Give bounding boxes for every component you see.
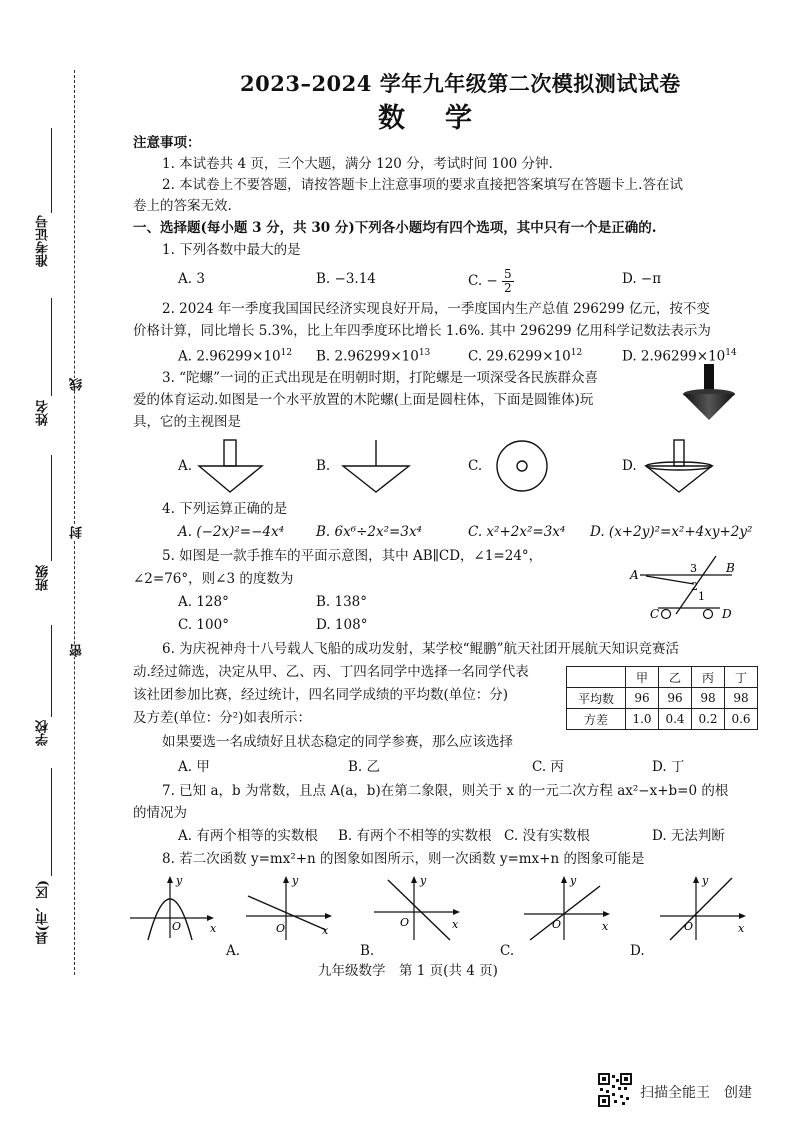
q5-label-a: A [630,568,639,582]
field-line-school [51,625,52,717]
q3-stem-1: 3. “陀螺”一词的正式出现是在明朝时期，打陀螺是一项深受各民族群众喜 [162,370,598,386]
field-label-class: 班级 [36,565,51,591]
axis-label-origin: O [400,916,410,929]
q1-option-d: D. −π [622,271,662,287]
qr-code-icon [598,1073,632,1107]
q1-stem: 1. 下列各数中最大的是 [162,242,301,258]
table-header-row [567,667,758,688]
q8-option-d-figure [656,872,752,942]
q1-option-c-sign: C. − [468,273,498,289]
field-line-class [51,455,52,561]
table-cell: 乙 [659,667,692,688]
q2-option-b: B. $2.96299\times 10^{13}$ [316,348,431,365]
axis-label-y: y [292,874,299,887]
q5-label-d: D [722,607,732,621]
q3-option-c-label: C. [468,458,483,474]
axis-label-x: x [210,922,217,935]
q5-cart-figure [628,552,738,624]
q8-parabola-figure [126,872,220,942]
q6-option-c: C. 丙 [532,759,564,775]
notice-item-2: 2. 本试卷上不要答题，请按答题卡上注意事项的要求直接把答案填写在答题卡上.答在试 [162,177,683,193]
q3-option-b-figure [340,438,412,494]
q8-option-a-label: A. [226,943,241,959]
axis-label-y: y [570,874,577,887]
axis-label-y: y [420,874,427,887]
spinning-top-figure [678,360,740,426]
binding-mark-line: 线 [70,378,85,391]
q8-option-b-label: B. [360,943,375,959]
section-heading: 一、选择题(每小题 3 分，共 30 分)下列各小题均有四个选项，其中只有一个是正确的. [133,220,657,236]
fraction-numerator: 5 [504,267,512,281]
table-cell: 方差 [567,709,626,730]
q3-option-d-label: D. [622,458,637,474]
q7-stem-2: 的情况为 [133,805,187,821]
q5-option-d: D. 108° [316,617,368,633]
q3-stem-3: 具，它的主视图是 [133,414,241,430]
q8-option-c-figure [520,872,616,942]
q8-option-c-label: C. [500,943,515,959]
q8-option-a-figure [242,872,338,942]
q8-option-b-figure [370,872,466,942]
q3-option-a-label: A. [178,458,193,474]
field-line-exam-number [51,128,52,213]
page-footer: 九年级数学 第 1 页(共 4 页) [318,963,498,979]
q6-option-a: A. 甲 [178,759,210,775]
q5-option-c: C. 100° [178,617,229,633]
field-line-name [51,298,52,396]
q3-option-c-figure [494,438,554,494]
q7-option-b: B. 有两个不相等的实数根 [338,828,492,844]
table-cell: 甲 [626,667,659,688]
q3-option-d-figure [642,438,716,494]
q4-option-b: B. 6x⁶÷2x²=3x⁴ [316,524,422,540]
q2-stem-1: 2. 2024 年一季度我国国民经济实现良好开局，一季度国内生产总值 296299 亿元，按不变 [162,301,710,317]
q5-stem-1: 5. 如图是一款手推车的平面示意图，其中 AB∥CD，∠1=24°， [162,548,543,564]
q5-angle-2: 2 [691,580,698,593]
axis-label-y: y [702,874,709,887]
q1-option-c [468,268,514,295]
exam-title: 2023–2024 学年九年级第二次模拟测试试卷 [240,71,681,96]
q6-stem-3: 该社团参加比赛，经过统计，四名同学成绩的平均数(单位：分) [133,687,509,703]
table-cell: 1.0 [626,709,659,730]
q4-option-c: C. x²+2x²=3x⁴ [468,524,566,540]
field-label-name: 姓名 [36,400,51,426]
binding-mark-secret: 密 [70,644,85,657]
q3-option-a-figure [196,438,266,494]
table-cell: 0.4 [659,709,692,730]
axis-label-x: x [602,920,609,933]
table-cell [567,667,626,688]
q3-option-b-label: B. [316,458,331,474]
table-cell: 平均数 [567,688,626,709]
axis-label-origin: O [552,918,562,931]
q4-option-a: A. (−2x)²=−4x⁴ [178,524,285,540]
notice-item-2-cont: 卷上的答案无效. [133,198,232,214]
q3-stem-2: 爱的体育运动.如图是一个水平放置的木陀螺(上面是圆柱体，下面是圆锥体)玩 [133,392,594,408]
q2-option-a: A. $2.96299\times 10^{12}$ [178,348,293,365]
q5-label-b: B [726,561,735,575]
q1-option-b: B. −3.14 [316,271,376,287]
q1-option-c-fraction [502,268,514,295]
field-label-exam-number: 准考证号 [36,215,51,267]
q5-label-c: C [650,607,660,621]
table-cell: 96 [626,688,659,709]
q5-stem-2: ∠2=76°，则∠3 的度数为 [133,571,294,587]
q7-option-a: A. 有两个相等的实数根 [178,828,318,844]
q6-option-d: D. 丁 [652,759,685,775]
q5-option-a: A. 128° [178,594,229,610]
field-label-county: 县(市、区) [36,880,51,945]
table-cell: 丁 [725,667,758,688]
axis-label-y: y [176,874,183,887]
axis-label-origin: O [684,920,694,933]
q6-stem-2: 动.经过筛选，决定从甲、乙、丙、丁四名同学中选择一名同学代表 [133,664,529,680]
axis-label-x: x [452,918,459,931]
table-cell: 丙 [692,667,725,688]
q7-stem-1: 7. 已知 a，b 为常数，且点 A(a，b)在第二象限，则关于 x 的一元二次方程 ax²−x+b=0 的根 [162,783,729,799]
q7-option-d: D. 无法判断 [652,828,725,844]
q6-score-table [566,666,758,730]
scanner-brand-watermark: 扫描全能王 创建 [640,1085,752,1101]
table-cell: 98 [725,688,758,709]
q8-option-d-label: D. [630,943,645,959]
q8-stem: 8. 若二次函数 y=mx²+n 的图象如图所示，则一次函数 y=mx+n 的图象可能是 [162,851,645,867]
table-cell: 0.6 [725,709,758,730]
q4-stem: 4. 下列运算正确的是 [162,501,288,517]
table-row [567,709,758,730]
axis-label-x: x [738,922,745,935]
table-cell: 0.2 [692,709,725,730]
axis-label-x: x [322,924,329,937]
binding-dashed-line [74,70,75,975]
q6-stem-1: 6. 为庆祝神舟十八号载人飞船的成功发射，某学校“鲲鹏”航天社团开展航天知识竞赛活 [162,641,679,657]
field-line-county [51,768,52,876]
q5-angle-3: 3 [690,562,697,575]
axis-label-origin: O [276,922,286,935]
q2-option-c: C. $29.6299\times 10^{12}$ [468,348,583,365]
field-label-school: 学校 [36,720,51,746]
q2-stem-2: 价格计算，同比增长 5.3%，比上年四季度环比增长 1.6%. 其中 296299 亿用科学记数法表示为 [133,323,711,339]
fraction-denominator: 2 [504,281,512,295]
subject-title: 数学 [378,103,512,134]
q4-option-d: D. (x+2y)²=x²+4xy+2y² [590,524,753,540]
notice-item-1: 1. 本试卷共 4 页，三个大题，满分 120 分，考试时间 100 分钟. [162,156,553,172]
q6-option-b: B. 乙 [348,759,381,775]
q5-option-b: B. 138° [316,594,368,610]
binding-mark-seal: 封 [70,526,85,539]
q6-stem-5: 如果要选一名成绩好且状态稳定的同学参赛，那么应该选择 [162,734,513,750]
q1-option-a: A. 3 [178,271,205,287]
table-row [567,688,758,709]
axis-label-origin: O [172,920,182,933]
table-cell: 98 [692,688,725,709]
notice-heading: 注意事项： [133,135,201,151]
table-cell: 96 [659,688,692,709]
q7-option-c: C. 没有实数根 [504,828,590,844]
q2-option-d: D. $2.96299\times 10^{14}$ [622,348,737,365]
q6-stem-4: 及方差(单位：分²)如表所示： [133,710,311,726]
q5-angle-1: 1 [698,590,705,603]
